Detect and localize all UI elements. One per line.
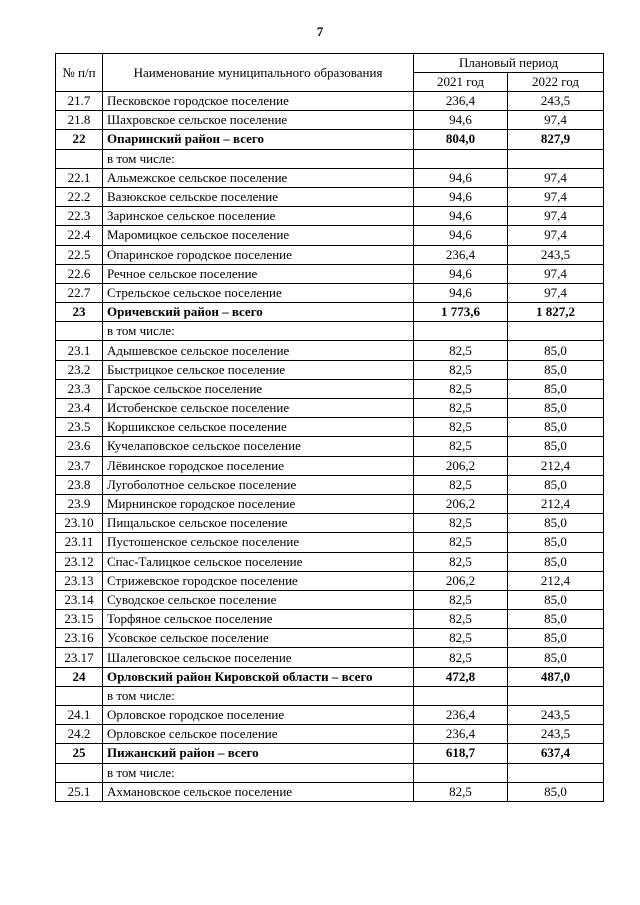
row-value-2022: 637,4	[508, 744, 604, 763]
row-number: 22.6	[56, 264, 103, 283]
row-value-2021: 82,5	[414, 514, 508, 533]
allocation-table	[55, 53, 604, 802]
table-row	[56, 399, 604, 418]
row-name: Опаринское городское поселение	[103, 245, 414, 264]
table-row	[56, 168, 604, 187]
row-name: Песковское городское поселение	[103, 92, 414, 111]
table-row	[56, 456, 604, 475]
row-value-2021: 472,8	[414, 667, 508, 686]
row-number: 23.3	[56, 379, 103, 398]
row-number: 23.16	[56, 629, 103, 648]
row-name: Альмежское сельское поселение	[103, 168, 414, 187]
table-body	[56, 92, 604, 802]
row-value-2021: 94,6	[414, 283, 508, 302]
row-value-2022: 85,0	[508, 533, 604, 552]
row-value-2022: 85,0	[508, 341, 604, 360]
table-row	[56, 590, 604, 609]
row-value-2021: 82,5	[414, 341, 508, 360]
row-value-2021: 206,2	[414, 571, 508, 590]
row-number: 22	[56, 130, 103, 149]
row-name: Орловское сельское поселение	[103, 725, 414, 744]
row-value-2021: 236,4	[414, 725, 508, 744]
table-row	[56, 744, 604, 763]
table-row	[56, 245, 604, 264]
row-value-2021: 82,5	[414, 475, 508, 494]
row-value-2022: 85,0	[508, 552, 604, 571]
row-value-2022: 85,0	[508, 437, 604, 456]
row-number: 23.8	[56, 475, 103, 494]
row-value-2021: 206,2	[414, 494, 508, 513]
row-value-2022: 85,0	[508, 629, 604, 648]
table-row	[56, 226, 604, 245]
row-number: 21.7	[56, 92, 103, 111]
table-row	[56, 686, 604, 705]
table-row	[56, 706, 604, 725]
table-row	[56, 322, 604, 341]
row-number: 23.1	[56, 341, 103, 360]
row-value-2022: 487,0	[508, 667, 604, 686]
header-year-2021: 2021 год	[414, 73, 508, 92]
row-name: Опаринский район – всего	[103, 130, 414, 149]
table-row	[56, 475, 604, 494]
table-row	[56, 437, 604, 456]
row-value-2021: 82,5	[414, 782, 508, 801]
row-value-2022: 243,5	[508, 706, 604, 725]
row-value-2022: 85,0	[508, 648, 604, 667]
header-year-2022: 2022 год	[508, 73, 604, 92]
row-value-2022: 85,0	[508, 475, 604, 494]
table-row	[56, 283, 604, 302]
row-name: Суводское сельское поселение	[103, 590, 414, 609]
row-value-2021	[414, 763, 508, 782]
row-value-2021: 94,6	[414, 207, 508, 226]
table-row	[56, 303, 604, 322]
table-row	[56, 725, 604, 744]
row-value-2021: 206,2	[414, 456, 508, 475]
row-name: в том числе:	[103, 686, 414, 705]
table-row	[56, 514, 604, 533]
row-value-2022: 85,0	[508, 360, 604, 379]
table-row	[56, 360, 604, 379]
row-number: 22.5	[56, 245, 103, 264]
row-number	[56, 149, 103, 168]
row-number: 24.1	[56, 706, 103, 725]
row-number: 21.8	[56, 111, 103, 130]
row-value-2022: 97,4	[508, 283, 604, 302]
row-name: Ахмановское сельское поселение	[103, 782, 414, 801]
row-value-2022: 97,4	[508, 168, 604, 187]
row-number: 23.6	[56, 437, 103, 456]
row-value-2022: 212,4	[508, 571, 604, 590]
row-name: Пищальское сельское поселение	[103, 514, 414, 533]
table-row	[56, 379, 604, 398]
row-value-2022: 97,4	[508, 226, 604, 245]
row-value-2021: 82,5	[414, 533, 508, 552]
row-name: Оричевский район – всего	[103, 303, 414, 322]
row-name: Маромицкое сельское поселение	[103, 226, 414, 245]
row-number: 24	[56, 667, 103, 686]
row-name: Пижанский район – всего	[103, 744, 414, 763]
row-number: 22.4	[56, 226, 103, 245]
row-name: Адышевское сельское поселение	[103, 341, 414, 360]
row-name: Речное сельское поселение	[103, 264, 414, 283]
row-number: 23.2	[56, 360, 103, 379]
row-number: 23.17	[56, 648, 103, 667]
row-name: Вазюкское сельское поселение	[103, 187, 414, 206]
row-number: 23.15	[56, 610, 103, 629]
page-number: 7	[316, 24, 324, 39]
row-value-2021: 94,6	[414, 111, 508, 130]
row-number: 23.10	[56, 514, 103, 533]
row-value-2021: 94,6	[414, 264, 508, 283]
table-header-row	[56, 54, 604, 73]
row-name: Шахровское сельское поселение	[103, 111, 414, 130]
row-name: Гарское сельское поселение	[103, 379, 414, 398]
row-number	[56, 763, 103, 782]
row-value-2021: 94,6	[414, 168, 508, 187]
table-row	[56, 571, 604, 590]
row-value-2022: 212,4	[508, 456, 604, 475]
row-value-2021: 618,7	[414, 744, 508, 763]
row-name: Пустошенское сельское поселение	[103, 533, 414, 552]
row-value-2022: 85,0	[508, 782, 604, 801]
row-number: 23.5	[56, 418, 103, 437]
header-name: Наименование муниципального образования	[103, 54, 414, 92]
row-number: 22.2	[56, 187, 103, 206]
row-value-2021: 82,5	[414, 418, 508, 437]
table-row	[56, 130, 604, 149]
row-name: Спас-Талицкое сельское поселение	[103, 552, 414, 571]
row-value-2021: 82,5	[414, 629, 508, 648]
table-row	[56, 782, 604, 801]
row-value-2021	[414, 149, 508, 168]
row-value-2022: 97,4	[508, 111, 604, 130]
row-number: 25	[56, 744, 103, 763]
row-name: Усовское сельское поселение	[103, 629, 414, 648]
row-number: 23.12	[56, 552, 103, 571]
table-row	[56, 533, 604, 552]
row-number: 25.1	[56, 782, 103, 801]
row-value-2022: 97,4	[508, 207, 604, 226]
row-name: Орловский район Кировской области – всего	[103, 667, 414, 686]
row-name: в том числе:	[103, 322, 414, 341]
row-name: Шалеговское сельское поселение	[103, 648, 414, 667]
row-name: в том числе:	[103, 763, 414, 782]
row-value-2022: 243,5	[508, 92, 604, 111]
row-value-2022: 85,0	[508, 590, 604, 609]
table-row	[56, 187, 604, 206]
row-name: Торфяное сельское поселение	[103, 610, 414, 629]
row-value-2021: 236,4	[414, 92, 508, 111]
row-value-2021: 82,5	[414, 552, 508, 571]
row-value-2022: 85,0	[508, 418, 604, 437]
row-value-2022: 97,4	[508, 264, 604, 283]
row-number: 23.14	[56, 590, 103, 609]
row-name: Кучелаповское сельское поселение	[103, 437, 414, 456]
row-name: в том числе:	[103, 149, 414, 168]
table-row	[56, 629, 604, 648]
row-value-2021: 82,5	[414, 379, 508, 398]
header-num: № п/п	[56, 54, 103, 92]
row-value-2022: 243,5	[508, 725, 604, 744]
row-value-2021: 94,6	[414, 187, 508, 206]
row-name: Мирнинское городское поселение	[103, 494, 414, 513]
row-value-2021: 82,5	[414, 399, 508, 418]
header-period: Плановый период	[414, 54, 604, 73]
table-row	[56, 207, 604, 226]
row-number	[56, 322, 103, 341]
row-value-2021: 82,5	[414, 360, 508, 379]
row-number: 23.7	[56, 456, 103, 475]
row-value-2021: 82,5	[414, 437, 508, 456]
row-value-2022	[508, 686, 604, 705]
row-name: Лугоболотное сельское поселение	[103, 475, 414, 494]
row-value-2022: 827,9	[508, 130, 604, 149]
row-value-2021: 1 773,6	[414, 303, 508, 322]
row-number: 24.2	[56, 725, 103, 744]
row-name: Истобенское сельское поселение	[103, 399, 414, 418]
row-value-2022	[508, 322, 604, 341]
row-name: Коршикское сельское поселение	[103, 418, 414, 437]
row-value-2022: 1 827,2	[508, 303, 604, 322]
row-value-2021	[414, 322, 508, 341]
row-value-2021: 82,5	[414, 610, 508, 629]
row-value-2021: 236,4	[414, 706, 508, 725]
row-name: Стрижевское городское поселение	[103, 571, 414, 590]
row-value-2021	[414, 686, 508, 705]
row-number: 22.7	[56, 283, 103, 302]
row-number: 22.3	[56, 207, 103, 226]
row-value-2021: 82,5	[414, 590, 508, 609]
row-name: Быстрицкое сельское поселение	[103, 360, 414, 379]
row-value-2022	[508, 149, 604, 168]
table-row	[56, 610, 604, 629]
row-value-2021: 236,4	[414, 245, 508, 264]
row-value-2022	[508, 763, 604, 782]
row-value-2021: 94,6	[414, 226, 508, 245]
row-value-2022: 212,4	[508, 494, 604, 513]
row-value-2022: 97,4	[508, 187, 604, 206]
table-row	[56, 341, 604, 360]
row-name: Заринское сельское поселение	[103, 207, 414, 226]
row-number: 22.1	[56, 168, 103, 187]
row-number	[56, 686, 103, 705]
table-row	[56, 648, 604, 667]
row-number: 23.9	[56, 494, 103, 513]
row-number: 23.4	[56, 399, 103, 418]
row-value-2021: 82,5	[414, 648, 508, 667]
row-name: Орловское городское поселение	[103, 706, 414, 725]
table-row	[56, 149, 604, 168]
row-number: 23.13	[56, 571, 103, 590]
row-name: Лёвинское городское поселение	[103, 456, 414, 475]
table-row	[56, 111, 604, 130]
row-value-2022: 85,0	[508, 379, 604, 398]
row-value-2022: 85,0	[508, 399, 604, 418]
table-row	[56, 418, 604, 437]
row-value-2022: 243,5	[508, 245, 604, 264]
row-name: Стрельское сельское поселение	[103, 283, 414, 302]
row-value-2022: 85,0	[508, 610, 604, 629]
table-row	[56, 494, 604, 513]
table-row	[56, 763, 604, 782]
table-row	[56, 552, 604, 571]
row-number: 23	[56, 303, 103, 322]
table-row	[56, 667, 604, 686]
row-value-2021: 804,0	[414, 130, 508, 149]
table-row	[56, 92, 604, 111]
row-number: 23.11	[56, 533, 103, 552]
row-value-2022: 85,0	[508, 514, 604, 533]
table-row	[56, 264, 604, 283]
